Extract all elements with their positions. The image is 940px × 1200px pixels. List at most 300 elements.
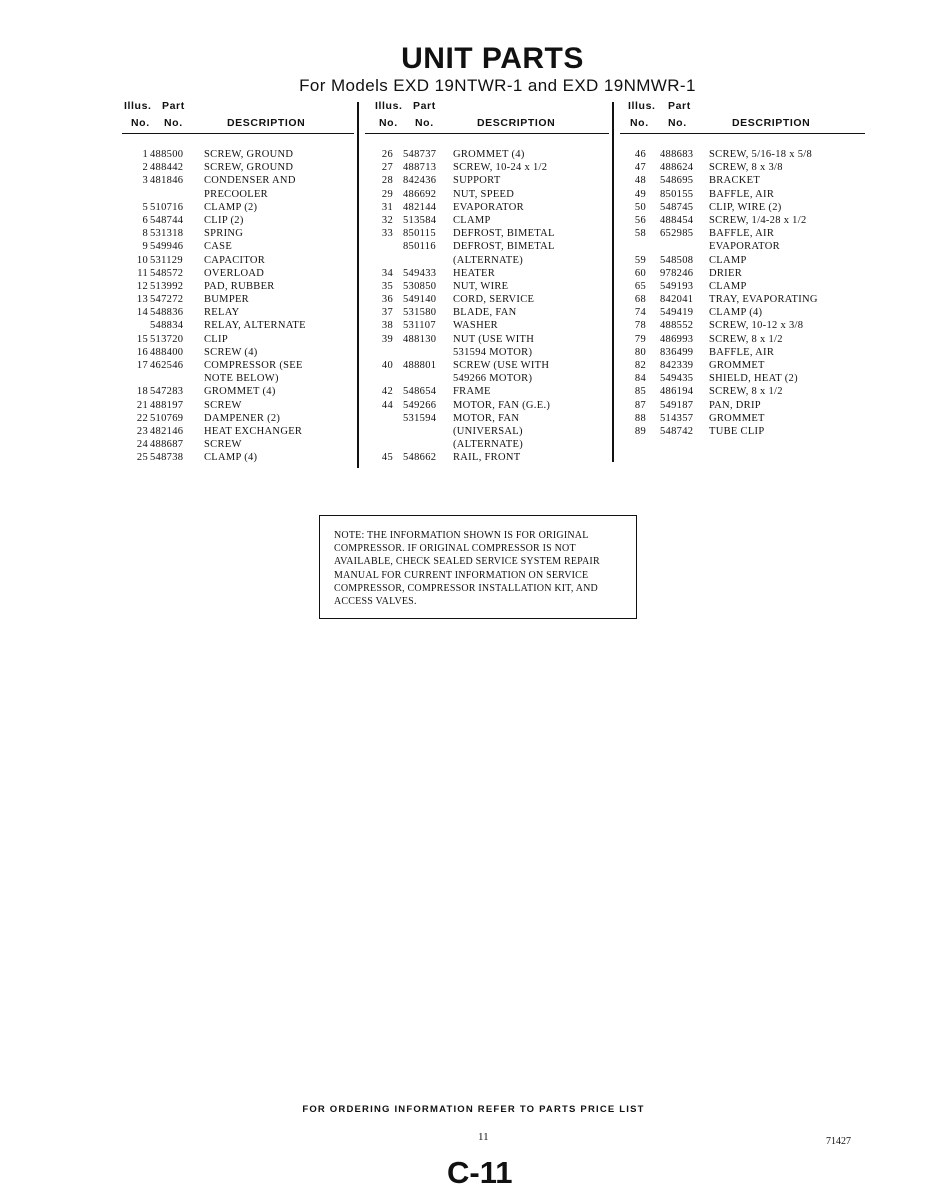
part-number: 510769 <box>150 412 184 424</box>
parts-row <box>122 267 354 280</box>
section-number: C-11 <box>447 1155 513 1190</box>
illus-number: 49 <box>634 188 646 200</box>
part-description: RELAY, ALTERNATE <box>204 320 306 332</box>
parts-row <box>620 267 865 280</box>
parts-row <box>620 280 865 293</box>
description-header: DESCRIPTION <box>477 117 556 129</box>
illus-number: 39 <box>381 333 393 345</box>
note-line: ACCESS VALVES. <box>334 596 417 608</box>
part-description: BAFFLE, AIR <box>709 346 775 358</box>
illus-number: 87 <box>634 399 646 411</box>
parts-row <box>122 372 354 385</box>
parts-row <box>620 412 865 425</box>
compressor-note-box <box>319 515 637 619</box>
part-description: CLIP, WIRE (2) <box>709 201 782 213</box>
part-number: 488130 <box>403 333 437 345</box>
part-description: (ALTERNATE) <box>453 439 523 451</box>
illus-number: 35 <box>381 280 393 292</box>
illus-number: 50 <box>634 201 646 213</box>
parts-row <box>365 188 609 201</box>
part-description: DEFROST, BIMETAL <box>453 228 555 240</box>
parts-list <box>122 148 354 465</box>
part-description: SPRING <box>204 228 244 240</box>
parts-row <box>122 333 354 346</box>
part-number: 488442 <box>150 162 184 174</box>
part-number: 530850 <box>403 280 437 292</box>
part-description: PAN, DRIP <box>709 399 761 411</box>
parts-row <box>620 385 865 398</box>
illus-number: 12 <box>136 280 148 292</box>
part-description: SCREW (4) <box>204 346 258 358</box>
part-number: 531107 <box>403 320 436 332</box>
part-number: 548662 <box>403 452 437 464</box>
part-description: SCREW, 8 x 3/8 <box>709 162 783 174</box>
illus-number: 32 <box>381 214 393 226</box>
illus-number: 40 <box>381 360 393 371</box>
part-no-header-top: Part <box>413 100 436 112</box>
parts-row <box>122 438 354 451</box>
parts-row <box>620 399 865 412</box>
part-description: (UNIVERSAL) <box>453 425 523 437</box>
column-header <box>620 100 865 134</box>
parts-row <box>365 293 609 306</box>
parts-row <box>620 188 865 201</box>
illus-number: 11 <box>137 267 148 279</box>
document-code: 71427 <box>826 1136 851 1147</box>
part-description: SCREW, GROUND <box>204 149 294 160</box>
part-number: 549193 <box>660 280 694 292</box>
parts-row <box>122 319 354 332</box>
part-number: 549419 <box>660 307 694 319</box>
part-number: 652985 <box>660 228 694 240</box>
part-number: 549140 <box>403 294 437 306</box>
parts-row <box>365 425 609 438</box>
part-description: FRAME <box>453 386 491 398</box>
part-number: 548695 <box>660 175 694 187</box>
part-number: 842436 <box>403 175 437 187</box>
parts-row <box>122 161 354 174</box>
parts-column-3 <box>620 100 865 438</box>
part-number: 850155 <box>660 188 694 200</box>
illus-number: 25 <box>136 452 148 464</box>
part-number: 547272 <box>150 294 184 306</box>
part-number: 531318 <box>150 228 184 240</box>
part-number: 486993 <box>660 333 694 345</box>
illus-number: 80 <box>634 346 646 358</box>
parts-row <box>620 201 865 214</box>
parts-row <box>620 254 865 267</box>
parts-row <box>620 319 865 332</box>
illus-number: 21 <box>136 399 148 411</box>
illus-number: 23 <box>136 425 148 437</box>
part-description: SCREW <box>204 439 242 451</box>
parts-row <box>365 267 609 280</box>
column-divider <box>612 102 614 462</box>
illus-no-header: No. <box>131 117 150 129</box>
parts-row <box>365 438 609 451</box>
parts-row <box>122 399 354 412</box>
parts-column-2 <box>365 100 609 465</box>
part-number: 481846 <box>150 175 184 187</box>
part-number: 978246 <box>660 267 694 279</box>
illus-number: 34 <box>381 267 393 279</box>
illus-number: 82 <box>634 360 646 371</box>
part-number: 842041 <box>660 294 694 306</box>
parts-row <box>365 385 609 398</box>
part-number: 548834 <box>150 320 184 332</box>
parts-row <box>122 306 354 319</box>
part-number: 549433 <box>403 267 437 279</box>
parts-row <box>365 359 609 372</box>
illus-number: 6 <box>142 214 148 226</box>
part-no-header: No. <box>668 117 687 129</box>
illus-number: 18 <box>136 386 148 398</box>
parts-row <box>620 214 865 227</box>
part-description: SCREW, 8 x 1/2 <box>709 333 783 345</box>
part-number: 549266 <box>403 399 437 411</box>
parts-row <box>620 227 865 240</box>
part-number: 513992 <box>150 280 184 292</box>
part-description: SCREW, 10-12 x 3/8 <box>709 320 804 332</box>
column-header <box>122 100 354 134</box>
part-number: 548738 <box>150 452 184 464</box>
illus-number: 37 <box>381 307 393 319</box>
part-description: RAIL, FRONT <box>453 452 521 464</box>
parts-list <box>620 148 865 438</box>
parts-row <box>365 306 609 319</box>
page-number: 11 <box>478 1131 489 1143</box>
part-description: RELAY <box>204 307 240 319</box>
illus-number: 33 <box>381 228 393 240</box>
part-description: BAFFLE, AIR <box>709 228 775 240</box>
illus-number: 2 <box>142 162 148 174</box>
part-number: 488801 <box>403 360 437 371</box>
parts-row <box>620 148 865 161</box>
part-number: 488500 <box>150 149 184 160</box>
parts-row <box>620 359 865 372</box>
illus-number: 36 <box>381 294 393 306</box>
part-number: 510716 <box>150 201 184 213</box>
column-divider <box>357 102 359 468</box>
part-description: CLIP <box>204 333 228 345</box>
part-description: GROMMET (4) <box>453 149 525 160</box>
illus-number: 79 <box>634 333 646 345</box>
part-description: SHIELD, HEAT (2) <box>709 373 798 385</box>
part-number: 548572 <box>150 267 184 279</box>
illus-number: 10 <box>136 254 148 266</box>
part-number: 842339 <box>660 360 694 371</box>
parts-row <box>122 201 354 214</box>
parts-row <box>365 451 609 464</box>
illus-no-header: No. <box>630 117 649 129</box>
part-number: 488683 <box>660 149 694 160</box>
part-description: CLAMP <box>709 280 747 292</box>
part-description: COMPRESSOR (SEE <box>204 360 303 371</box>
parts-row <box>122 346 354 359</box>
part-description: GROMMET <box>709 360 765 371</box>
part-description: BLADE, FAN <box>453 307 517 319</box>
illus-number: 60 <box>634 267 646 279</box>
part-number: 513720 <box>150 333 184 345</box>
part-number: 836499 <box>660 346 694 358</box>
illus-number: 5 <box>142 201 148 213</box>
part-description: NUT (USE WITH <box>453 333 535 345</box>
part-no-header: No. <box>164 117 183 129</box>
part-number: 549187 <box>660 399 694 411</box>
part-description: GROMMET <box>709 412 765 424</box>
parts-row <box>122 451 354 464</box>
part-description: MOTOR, FAN <box>453 412 520 424</box>
illus-number: 45 <box>381 452 393 464</box>
part-description: SCREW <box>204 399 242 411</box>
illus-number: 59 <box>634 254 646 266</box>
illus-number: 58 <box>634 228 646 240</box>
parts-row <box>122 412 354 425</box>
parts-row <box>365 148 609 161</box>
part-number: 482146 <box>150 425 184 437</box>
part-description: SCREW (USE WITH <box>453 360 550 371</box>
part-no-header: No. <box>415 117 434 129</box>
part-description: OVERLOAD <box>204 267 265 279</box>
illus-number: 15 <box>136 333 148 345</box>
parts-row <box>620 306 865 319</box>
part-description: CLAMP (2) <box>204 201 258 213</box>
part-description: NUT, WIRE <box>453 280 509 292</box>
part-description: BAFFLE, AIR <box>709 188 775 200</box>
part-description: TRAY, EVAPORATING <box>709 294 818 306</box>
part-description: CLAMP <box>709 254 747 266</box>
part-description: 549266 MOTOR) <box>453 373 533 385</box>
parts-row <box>365 346 609 359</box>
illus-number: 84 <box>634 373 646 385</box>
parts-row <box>620 425 865 438</box>
illus-number: 47 <box>634 162 646 174</box>
part-description: SCREW, 8 x 1/2 <box>709 386 783 398</box>
part-no-header-top: Part <box>668 100 691 112</box>
part-description: DEFROST, BIMETAL <box>453 241 555 253</box>
parts-row <box>122 425 354 438</box>
parts-row <box>122 293 354 306</box>
part-description: CLAMP (4) <box>204 452 258 464</box>
illus-number: 3 <box>142 175 148 187</box>
page-title: UNIT PARTS <box>401 42 584 75</box>
part-number: 548745 <box>660 201 694 213</box>
part-number: 514357 <box>660 412 694 424</box>
illus-number: 13 <box>136 294 148 306</box>
illus-number: 56 <box>634 214 646 226</box>
part-number: 462546 <box>150 360 184 371</box>
part-number: 488552 <box>660 320 694 332</box>
part-number: 548508 <box>660 254 694 266</box>
part-description: EVAPORATOR <box>453 201 524 213</box>
part-number: 549435 <box>660 373 694 385</box>
part-description: DRIER <box>709 267 742 279</box>
part-description: SUPPORT <box>453 175 501 187</box>
illus-number: 29 <box>381 188 393 200</box>
part-description: CORD, SERVICE <box>453 294 535 306</box>
part-number: 488197 <box>150 399 184 411</box>
parts-row <box>122 227 354 240</box>
part-description: SCREW, 1/4-28 x 1/2 <box>709 214 807 226</box>
part-description: PRECOOLER <box>204 188 268 200</box>
illus-number: 89 <box>634 425 646 437</box>
note-line: COMPRESSOR. IF ORIGINAL COMPRESSOR IS NOT <box>334 543 576 555</box>
part-number: 513584 <box>403 214 437 226</box>
part-description: HEAT EXCHANGER <box>204 425 303 437</box>
part-description: BRACKET <box>709 175 761 187</box>
part-description: SCREW, GROUND <box>204 162 294 174</box>
part-number: 548654 <box>403 386 437 398</box>
illus-number: 28 <box>381 175 393 187</box>
parts-row <box>620 174 865 187</box>
part-number: 548836 <box>150 307 184 319</box>
illus-no-header-top: Illus. <box>628 100 656 112</box>
part-description: CASE <box>204 241 233 253</box>
part-description: SCREW, 5/16-18 x 5/8 <box>709 149 813 160</box>
note-line: MANUAL FOR CURRENT INFORMATION ON SERVICE <box>334 569 589 581</box>
note-line: AVAILABLE, CHECK SEALED SERVICE SYSTEM REPAIR <box>334 556 600 568</box>
illus-number: 1 <box>142 149 148 160</box>
parts-row <box>365 161 609 174</box>
part-number: 482144 <box>403 201 437 213</box>
illus-number: 42 <box>381 386 393 398</box>
parts-row <box>365 333 609 346</box>
part-description: GROMMET (4) <box>204 386 276 398</box>
illus-number: 24 <box>136 439 148 451</box>
ordering-info: FOR ORDERING INFORMATION REFER TO PARTS PRICE LIST <box>302 1104 645 1115</box>
part-no-header-top: Part <box>162 100 185 112</box>
part-description: WASHER <box>453 320 498 332</box>
illus-no-header-top: Illus. <box>375 100 403 112</box>
part-number: 850115 <box>403 228 436 240</box>
part-number: 531580 <box>403 307 437 319</box>
part-number: 548742 <box>660 425 694 437</box>
illus-number: 14 <box>136 307 148 319</box>
parts-row <box>365 240 609 253</box>
parts-row <box>365 254 609 267</box>
illus-number: 16 <box>136 346 148 358</box>
part-number: 488454 <box>660 214 694 226</box>
parts-row <box>365 227 609 240</box>
part-description: SCREW, 10-24 x 1/2 <box>453 162 548 174</box>
illus-number: 85 <box>634 386 646 398</box>
parts-row <box>122 359 354 372</box>
parts-row <box>620 346 865 359</box>
illus-no-header-top: Illus. <box>124 100 152 112</box>
part-description: EVAPORATOR <box>709 241 780 253</box>
parts-row <box>365 201 609 214</box>
note-line: NOTE: THE INFORMATION SHOWN IS FOR ORIGINAL <box>334 530 589 541</box>
parts-list <box>365 148 609 465</box>
part-number: 486692 <box>403 188 437 200</box>
note-line: COMPRESSOR, COMPRESSOR INSTALLATION KIT, AND <box>334 582 598 594</box>
part-description: MOTOR, FAN (G.E.) <box>453 399 551 411</box>
illus-number: 17 <box>136 360 148 371</box>
illus-number: 8 <box>142 228 148 240</box>
illus-number: 74 <box>634 307 646 319</box>
page-subtitle: For Models EXD 19NTWR-1 and EXD 19NMWR-1 <box>299 76 696 95</box>
parts-row <box>122 188 354 201</box>
part-number: 488713 <box>403 162 437 174</box>
parts-row <box>122 214 354 227</box>
part-description: CONDENSER AND <box>204 175 296 187</box>
illus-number: 31 <box>381 201 393 213</box>
illus-number: 9 <box>142 241 148 253</box>
parts-row <box>122 174 354 187</box>
part-number: 531129 <box>150 254 183 266</box>
illus-number: 88 <box>634 412 646 424</box>
parts-row <box>365 174 609 187</box>
part-number: 850116 <box>403 241 436 253</box>
illus-number: 46 <box>634 149 646 160</box>
part-description: DAMPENER (2) <box>204 412 281 424</box>
part-description: BUMPER <box>204 294 249 306</box>
part-number: 488400 <box>150 346 184 358</box>
parts-row <box>122 280 354 293</box>
part-number: 488624 <box>660 162 694 174</box>
part-description: NUT, SPEED <box>453 188 515 200</box>
illus-number: 68 <box>634 294 646 306</box>
illus-number: 78 <box>634 320 646 332</box>
illus-no-header: No. <box>379 117 398 129</box>
parts-row <box>620 333 865 346</box>
part-description: NOTE BELOW) <box>204 373 279 385</box>
parts-row <box>122 385 354 398</box>
parts-row <box>620 293 865 306</box>
parts-row <box>620 240 865 253</box>
part-description: TUBE CLIP <box>709 425 765 437</box>
parts-row <box>365 319 609 332</box>
description-header: DESCRIPTION <box>227 117 306 129</box>
part-number: 486194 <box>660 386 694 398</box>
parts-row <box>620 161 865 174</box>
part-description: 531594 MOTOR) <box>453 346 533 358</box>
part-number: 549946 <box>150 241 184 253</box>
illus-number: 48 <box>634 175 646 187</box>
part-description: CLAMP (4) <box>709 307 763 319</box>
parts-row <box>122 254 354 267</box>
part-description: CLIP (2) <box>204 214 244 226</box>
parts-row <box>122 240 354 253</box>
parts-row <box>620 372 865 385</box>
part-number: 531594 <box>403 412 437 424</box>
illus-number: 22 <box>136 412 148 424</box>
part-number: 548744 <box>150 214 184 226</box>
parts-row <box>365 399 609 412</box>
part-description: HEATER <box>453 267 496 279</box>
part-description: CLAMP <box>453 214 491 226</box>
parts-column-1 <box>122 100 354 465</box>
illus-number: 27 <box>381 162 393 174</box>
parts-row <box>365 280 609 293</box>
column-header <box>365 100 609 134</box>
part-number: 488687 <box>150 439 184 451</box>
part-number: 547283 <box>150 386 184 398</box>
illus-number: 65 <box>634 280 646 292</box>
parts-row <box>365 412 609 425</box>
illus-number: 44 <box>381 399 393 411</box>
illus-number: 26 <box>381 149 393 160</box>
part-description: (ALTERNATE) <box>453 254 523 266</box>
part-number: 548737 <box>403 149 437 160</box>
parts-row <box>365 372 609 385</box>
parts-row <box>122 148 354 161</box>
description-header: DESCRIPTION <box>732 117 811 129</box>
illus-number: 38 <box>381 320 393 332</box>
part-description: PAD, RUBBER <box>204 280 275 292</box>
part-description: CAPACITOR <box>204 254 266 266</box>
parts-row <box>365 214 609 227</box>
